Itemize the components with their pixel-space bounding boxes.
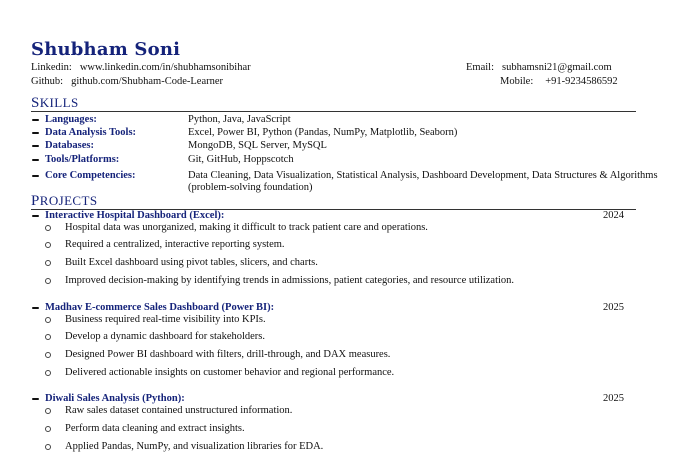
mobile-label: Mobile: xyxy=(500,76,534,87)
skill-label: Databases: xyxy=(45,140,94,151)
skill-value: MongoDB, SQL Server, MySQL xyxy=(188,140,327,151)
email-line xyxy=(466,61,612,74)
mobile-line xyxy=(500,75,618,88)
skill-label: Data Analysis Tools: xyxy=(45,127,137,138)
circle-bullet-icon xyxy=(45,225,51,231)
skill-label: Core Competencies: xyxy=(45,170,136,181)
circle-bullet-icon xyxy=(45,426,51,432)
bullet-icon xyxy=(32,145,39,147)
project-title: Diwali Sales Analysis (Python): xyxy=(45,393,185,404)
github-label: Github: xyxy=(31,76,64,87)
bullet-icon xyxy=(32,132,39,134)
bullet-icon xyxy=(32,119,39,121)
bullet-icon xyxy=(32,307,39,309)
resume-page: Shubham Soni Linkedin: www.linkedin.com/in/shubhamsonibihar Github: github.com/Shubham-Code-Learner Email: subhamsni21@gmail.com Mobile: +91-9234586592 SKILLS Languages: Python, Java, JavaScript Data Analysis Tools: Excel, Power BI, Python (Pandas, NumPy, Matplotlib, Seaborn) Databases: MongoDB, SQL Server, MySQL Tools/Platforms: Git, GitHub, Hoppscotch Core Competencies: Data Cleaning, Data Visualization, Statistical Analysis, Dashboard Development, Data Structures & Algorithms (problem-solving foundation) PROJECTS Interactive Hospital Dashboard (Excel): 2024 Hospital data was unorganized, making it difficult to track patient care and operations. Required a centralized, interactive reporting system. Built Excel dashboard using pivot tables, slicers, and charts. Improved decision-making by identifying trends in admissions, patient categories, and resource utilization. Madhav E-commerce Sales Dashboard (Power BI): 2025 Business required real-time visibility into KPIs. Develop a dynamic dashboard for stakeholders. Designed Power BI dashboard with filters, drill-through, and DAX measures. Delivered actionable insights on customer behavior and regional performance. Diwali Sales Analysis (Python): 2025 Raw sales dataset contained unstructured information. Perform data cleaning and extract insights. Applied Pandas, NumPy, and visualization libraries for EDA. xyxy=(0,0,680,459)
project-title: Interactive Hospital Dashboard (Excel): xyxy=(45,210,225,221)
linkedin-link[interactable]: www.linkedin.com/in/shubhamsonibihar xyxy=(79,62,251,73)
mobile-value: +91-9234586592 xyxy=(545,76,618,87)
github-line xyxy=(31,75,223,88)
linkedin-line xyxy=(31,61,251,74)
project-year: 2025 xyxy=(603,302,624,313)
bullet-icon xyxy=(32,175,39,177)
project-title: Madhav E-commerce Sales Dashboard (Power BI): xyxy=(45,302,275,313)
circle-bullet-icon xyxy=(45,444,51,450)
circle-bullet-icon xyxy=(45,334,51,340)
email-link[interactable]: subhamsni21@gmail.com xyxy=(502,62,612,73)
skill-label: Languages: xyxy=(45,114,97,125)
skill-value: Git, GitHub, Hoppscotch xyxy=(188,154,294,165)
projects-heading: PROJECTS xyxy=(31,193,98,209)
circle-bullet-icon xyxy=(45,408,51,414)
project-year: 2024 xyxy=(603,210,624,221)
project-year: 2025 xyxy=(603,393,624,404)
skill-value: Excel, Power BI, Python (Pandas, NumPy, Matplotlib, Seaborn) xyxy=(188,127,458,138)
skills-heading: SKILLS xyxy=(31,95,79,111)
github-link[interactable]: github.com/Shubham-Code-Learner xyxy=(71,76,224,87)
circle-bullet-icon xyxy=(45,278,51,284)
skill-value: Data Cleaning, Data Visualization, Statistical Analysis, Dashboard Development, Data Structures & Algorithms (problem-solving foundation) xyxy=(188,170,658,193)
circle-bullet-icon xyxy=(45,242,51,248)
circle-bullet-icon xyxy=(45,317,51,323)
linkedin-label: Linkedin: xyxy=(31,62,72,73)
circle-bullet-icon xyxy=(45,260,51,266)
bullet-icon xyxy=(32,398,39,400)
bullet-icon xyxy=(32,215,39,217)
candidate-name: Shubham Soni xyxy=(31,39,181,60)
circle-bullet-icon xyxy=(45,352,51,358)
skills-divider xyxy=(31,111,636,112)
skill-label: Tools/Platforms: xyxy=(45,154,120,165)
circle-bullet-icon xyxy=(45,370,51,376)
skill-value: Python, Java, JavaScript xyxy=(188,114,291,125)
email-label: Email: xyxy=(466,62,494,73)
bullet-icon xyxy=(32,159,39,161)
